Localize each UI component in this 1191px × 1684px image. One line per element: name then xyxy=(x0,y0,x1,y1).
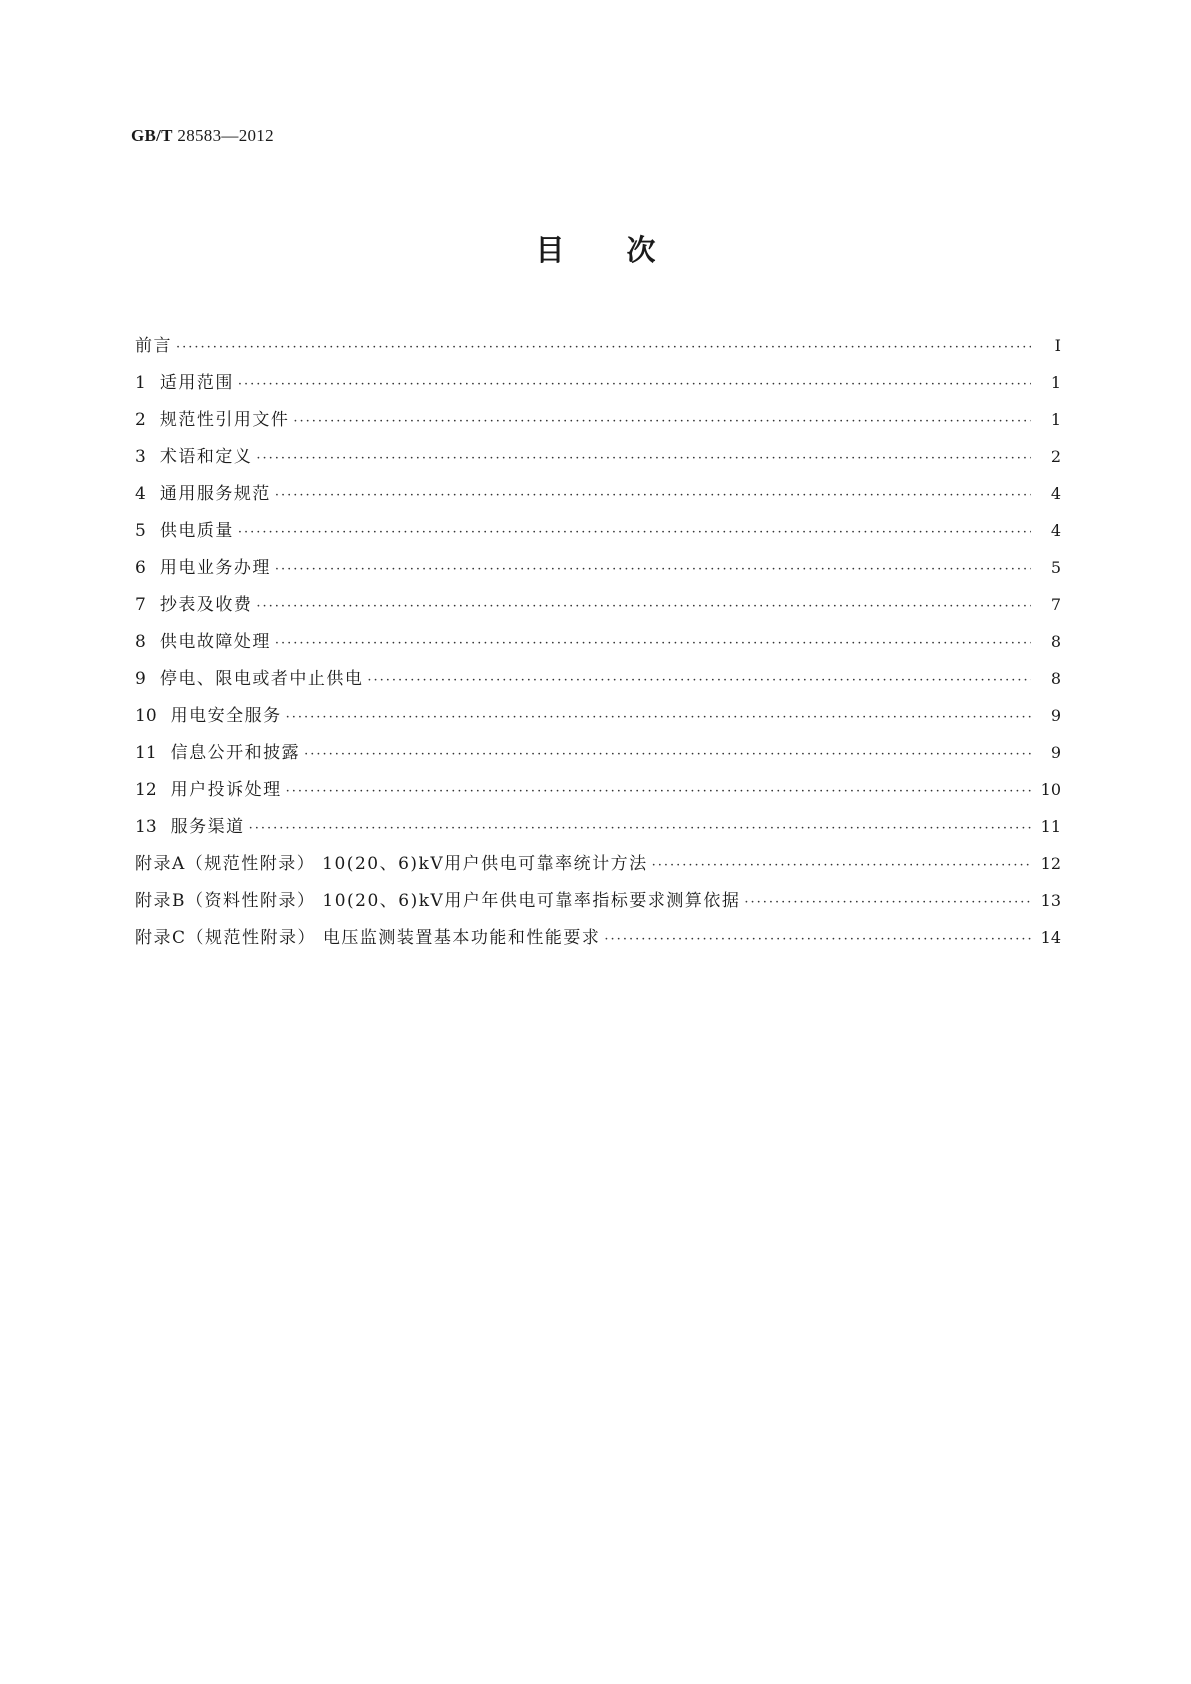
toc-entry-number: 7 xyxy=(135,595,146,615)
toc-entry-title: 服务渠道 xyxy=(170,817,245,837)
toc-entry-page: 9 xyxy=(1050,743,1061,762)
toc-entry-page: 9 xyxy=(1050,706,1061,725)
toc-entry-10[interactable] xyxy=(135,697,1061,734)
toc-entry-number: 5 xyxy=(135,521,146,541)
toc-leader-dots xyxy=(249,810,1031,847)
toc-leader-dots xyxy=(238,366,1031,403)
toc-entry-annex-c[interactable] xyxy=(135,919,1061,956)
document-code-prefix: GB/T xyxy=(131,126,173,145)
toc-entry-page: 8 xyxy=(1050,669,1061,688)
toc-entry-title: 用户投诉处理 xyxy=(170,780,282,800)
toc-entry-page: 10 xyxy=(1040,780,1061,799)
toc-entry-page: 8 xyxy=(1050,632,1061,651)
toc-entry-page: 7 xyxy=(1050,595,1061,614)
toc-leader-dots xyxy=(275,625,1031,662)
toc-entry-title: 附录B（资料性附录） 10(20、6)kV用户年供电可靠率指标要求测算依据 xyxy=(135,891,741,911)
toc-entry-number: 12 xyxy=(135,780,157,800)
toc-leader-dots xyxy=(286,699,1031,736)
toc-entry-title: 供电质量 xyxy=(159,521,234,541)
toc-entry-title: 抄表及收费 xyxy=(159,595,253,615)
toc-leader-dots xyxy=(744,884,1031,921)
toc-entry-page: 5 xyxy=(1050,558,1061,577)
toc-entry-2[interactable] xyxy=(135,401,1061,438)
toc-entry-number: 10 xyxy=(135,706,157,726)
toc-entry-1[interactable] xyxy=(135,364,1061,401)
toc-leader-dots xyxy=(256,440,1031,477)
toc-leader-dots xyxy=(304,736,1031,773)
toc-entry-title: 适用范围 xyxy=(159,373,234,393)
page-title-char-2: 次 xyxy=(626,233,656,267)
toc-entry-number: 4 xyxy=(135,484,146,504)
toc-leader-dots xyxy=(652,847,1031,884)
toc-entry-number: 8 xyxy=(135,632,146,652)
toc-leader-dots xyxy=(275,477,1031,514)
toc-leader-dots xyxy=(604,921,1031,958)
toc-entry-title: 停电、限电或者中止供电 xyxy=(159,669,364,689)
page-title xyxy=(0,228,1191,269)
toc-entry-page: 1 xyxy=(1050,410,1061,429)
toc-entry-page: 2 xyxy=(1050,447,1061,466)
toc-entry-page: Ⅰ xyxy=(1054,336,1061,355)
toc-entry-page: 4 xyxy=(1050,521,1061,540)
toc-entry-number: 6 xyxy=(135,558,146,578)
toc-leader-dots xyxy=(176,329,1031,366)
toc-entry-title: 用电安全服务 xyxy=(170,706,282,726)
toc-entry-6[interactable] xyxy=(135,549,1061,586)
document-code xyxy=(131,126,274,146)
toc-leader-dots xyxy=(293,403,1031,440)
toc-entry-foreword[interactable] xyxy=(135,327,1061,364)
toc-entry-5[interactable] xyxy=(135,512,1061,549)
toc-entry-title: 用电业务办理 xyxy=(159,558,271,578)
toc-entry-number: 1 xyxy=(135,373,146,393)
toc-entry-title: 前言 xyxy=(135,336,172,356)
toc-entry-12[interactable] xyxy=(135,771,1061,808)
toc-entry-title: 信息公开和披露 xyxy=(170,743,301,763)
toc-leader-dots xyxy=(275,551,1031,588)
document-code-number: 28583—2012 xyxy=(177,126,274,145)
toc-entry-number: 9 xyxy=(135,669,146,689)
toc-entry-8[interactable] xyxy=(135,623,1061,660)
toc-entry-title: 供电故障处理 xyxy=(159,632,271,652)
toc-entry-page: 12 xyxy=(1040,854,1061,873)
toc-leader-dots xyxy=(286,773,1031,810)
toc-entry-9[interactable] xyxy=(135,660,1061,697)
toc-entry-number: 3 xyxy=(135,447,146,467)
table-of-contents xyxy=(135,327,1061,956)
toc-entry-page: 4 xyxy=(1050,484,1061,503)
toc-entry-4[interactable] xyxy=(135,475,1061,512)
toc-entry-page: 14 xyxy=(1040,928,1061,947)
toc-entry-annex-b[interactable] xyxy=(135,882,1061,919)
toc-entry-page: 13 xyxy=(1040,891,1061,910)
toc-entry-11[interactable] xyxy=(135,734,1061,771)
toc-entry-title: 术语和定义 xyxy=(159,447,253,467)
toc-entry-page: 1 xyxy=(1050,373,1061,392)
toc-entry-title: 规范性引用文件 xyxy=(159,410,290,430)
toc-entry-title: 通用服务规范 xyxy=(159,484,271,504)
toc-entry-title: 附录C（规范性附录） 电压监测装置基本功能和性能要求 xyxy=(135,928,601,948)
toc-leader-dots xyxy=(367,662,1031,699)
toc-entry-title: 附录A（规范性附录） 10(20、6)kV用户供电可靠率统计方法 xyxy=(135,854,648,874)
toc-entry-3[interactable] xyxy=(135,438,1061,475)
page-title-char-1: 目 xyxy=(535,233,565,267)
toc-entry-7[interactable] xyxy=(135,586,1061,623)
toc-entry-number: 2 xyxy=(135,410,146,430)
toc-leader-dots xyxy=(256,588,1031,625)
toc-leader-dots xyxy=(238,514,1031,551)
toc-entry-13[interactable] xyxy=(135,808,1061,845)
toc-entry-page: 11 xyxy=(1040,817,1061,836)
toc-entry-number: 13 xyxy=(135,817,157,837)
toc-entry-annex-a[interactable] xyxy=(135,845,1061,882)
toc-entry-number: 11 xyxy=(135,743,157,763)
